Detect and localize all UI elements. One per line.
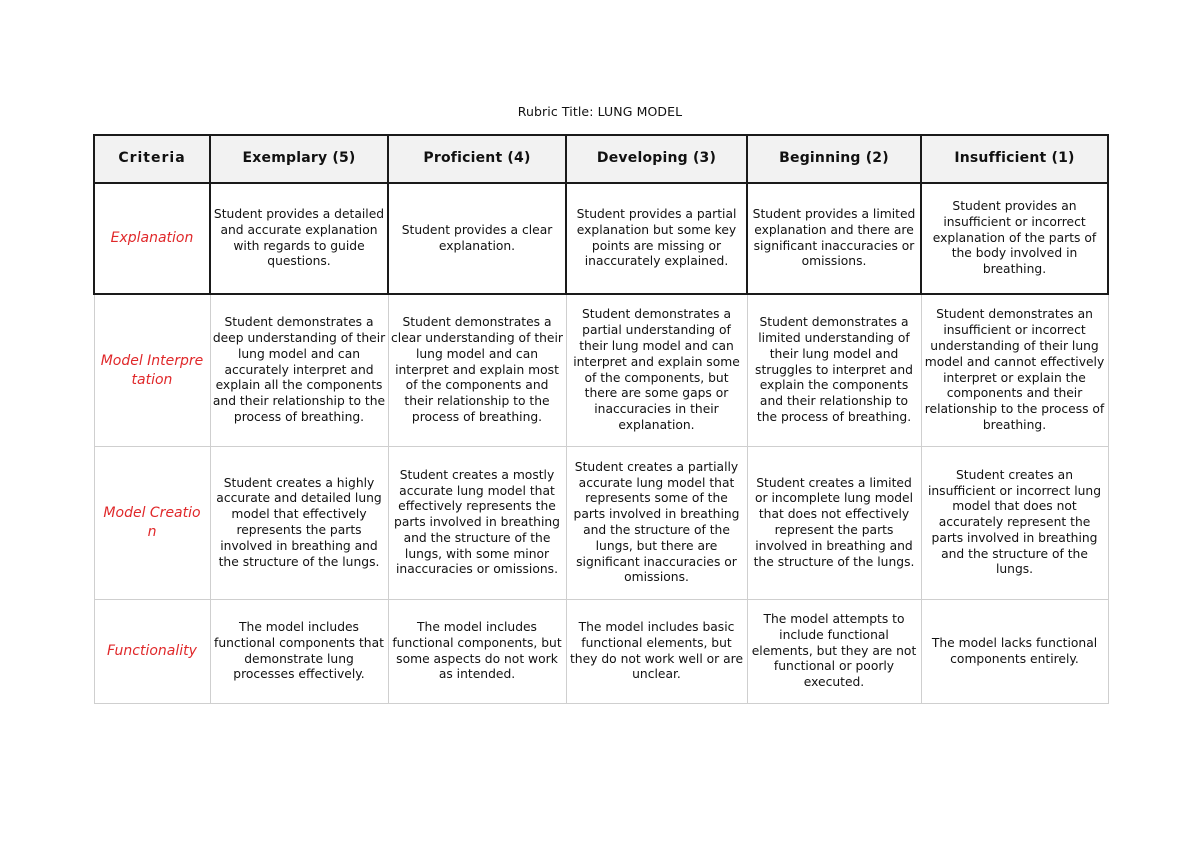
header-row: [94, 135, 1108, 183]
criterion-label: Explanation: [94, 183, 210, 294]
rubric-cell: Student creates a highly accurate and detailed lung model that effectively represents the parts involved in breathing and the structure of the lungs.: [210, 447, 388, 600]
rubric-cell: Student demonstrates an insufficient or incorrect understanding of their lung model and cannot effectively interpret or explain the components and their relationship to the process of breathing.: [921, 294, 1108, 447]
rubric-cell: Student provides a detailed and accurate explanation with regards to guide questions.: [210, 183, 388, 294]
table-row-model-creation: [94, 447, 1108, 600]
rubric-cell: Student provides a limited explanation and there are significant inaccuracies or omissions.: [747, 183, 921, 294]
rubric-cell: Student provides a partial explanation but some key points are missing or inaccurately explained.: [566, 183, 747, 294]
header-beginning: Beginning (2): [747, 135, 921, 183]
criterion-label: Functionality: [94, 600, 210, 704]
table-row-explanation: [94, 183, 1108, 294]
header-proficient: Proficient (4): [388, 135, 566, 183]
rubric-cell: Student demonstrates a clear understanding of their lung model and can interpret and explain most of the components and their relationship to the process of breathing.: [388, 294, 566, 447]
rubric-cell: Student demonstrates a limited understanding of their lung model and struggles to interpret and explain the components and their relationship to the process of breathing.: [747, 294, 921, 447]
header-developing: Developing (3): [566, 135, 747, 183]
header-exemplary: Exemplary (5): [210, 135, 388, 183]
rubric-cell: Student provides a clear explanation.: [388, 183, 566, 294]
rubric-cell: Student demonstrates a partial understanding of their lung model and can interpret and explain some of the components, but there are some gaps or inaccuracies in their explanation.: [566, 294, 747, 447]
criterion-label: Model Interpretation: [94, 294, 210, 447]
rubric-title: Rubric Title: LUNG MODEL: [517, 104, 683, 119]
rubric-cell: Student provides an insufficient or incorrect explanation of the parts of the body involved in breathing.: [921, 183, 1108, 294]
rubric-cell: Student creates an insufficient or incorrect lung model that does not accurately represent the parts involved in breathing and the structure of the lungs.: [921, 447, 1108, 600]
rubric-cell: Student creates a limited or incomplete lung model that does not effectively represent the parts involved in breathing and the structure of the lungs.: [747, 447, 921, 600]
rubric-table: [93, 134, 1109, 704]
header-insufficient: Insufficient (1): [921, 135, 1108, 183]
rubric-cell: The model includes functional components that demonstrate lung processes effectively.: [210, 600, 388, 704]
rubric-cell: The model includes basic functional elements, but they do not work well or are unclear.: [566, 600, 747, 704]
table-row-functionality: [94, 600, 1108, 704]
header-criteria: Criteria: [94, 135, 210, 183]
rubric-cell: The model lacks functional components entirely.: [921, 600, 1108, 704]
rubric-cell: Student demonstrates a deep understanding of their lung model and can accurately interpret and explain all the components and their relationship to the process of breathing.: [210, 294, 388, 447]
rubric-cell: The model includes functional components, but some aspects do not work as intended.: [388, 600, 566, 704]
criterion-label: Model Creation: [94, 447, 210, 600]
table-row-model-interpretation: [94, 294, 1108, 447]
rubric-cell: The model attempts to include functional elements, but they are not functional or poorly executed.: [747, 600, 921, 704]
rubric-cell: Student creates a mostly accurate lung model that effectively represents the parts involved in breathing and the structure of the lungs, with some minor inaccuracies or omissions.: [388, 447, 566, 600]
rubric-cell: Student creates a partially accurate lung model that represents some of the parts involved in breathing and the structure of the lungs, but there are significant inaccuracies or omissions.: [566, 447, 747, 600]
